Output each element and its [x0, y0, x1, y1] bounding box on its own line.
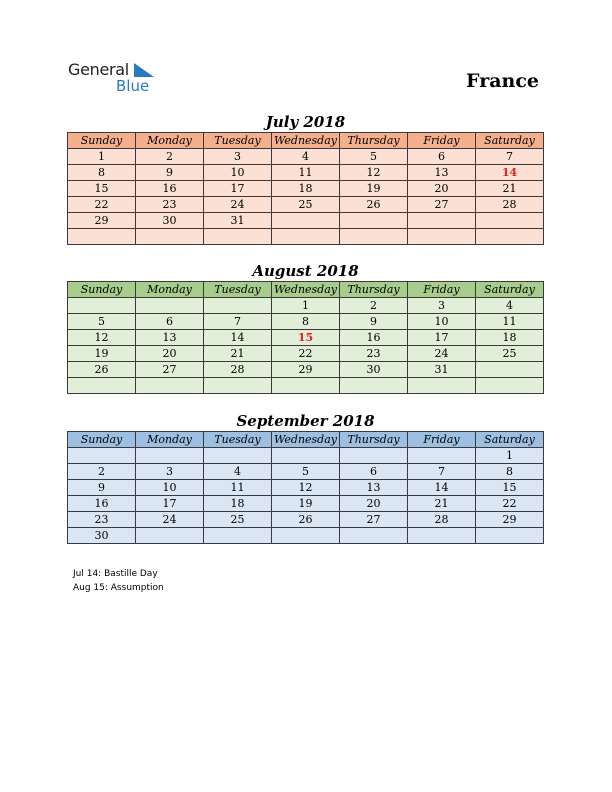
week-row: [68, 197, 544, 213]
week-row: [68, 314, 544, 330]
week-row: [68, 298, 544, 314]
day-cell: 22: [476, 496, 544, 512]
day-cell: 17: [408, 330, 476, 346]
day-cell: 31: [408, 362, 476, 378]
weekday-header: Saturday: [476, 133, 544, 149]
day-cell: 12: [68, 330, 136, 346]
day-cell: 7: [408, 464, 476, 480]
month-title: July 2018: [265, 113, 346, 131]
day-cell: 4: [204, 464, 272, 480]
day-cell: 31: [204, 213, 272, 229]
day-cell: 5: [68, 314, 136, 330]
day-cell: [272, 448, 340, 464]
day-cell: 21: [408, 496, 476, 512]
day-cell: 6: [136, 314, 204, 330]
weekday-header: Saturday: [476, 432, 544, 448]
day-cell: 16: [136, 181, 204, 197]
day-cell: 17: [204, 181, 272, 197]
day-cell: 24: [204, 197, 272, 213]
weekday-header: Tuesday: [204, 432, 272, 448]
day-cell: 23: [340, 346, 408, 362]
day-cell: 15: [476, 480, 544, 496]
week-row: [68, 464, 544, 480]
month-title: August 2018: [252, 262, 359, 280]
day-cell: 9: [68, 480, 136, 496]
day-cell: 11: [272, 165, 340, 181]
month-table: [67, 132, 544, 245]
day-cell: [68, 448, 136, 464]
day-cell: 19: [68, 346, 136, 362]
country-title: France: [466, 70, 539, 92]
day-cell: [68, 378, 136, 394]
logo-general-text: General: [68, 60, 129, 79]
week-row: [68, 229, 544, 245]
day-cell: 29: [68, 213, 136, 229]
day-cell: 20: [408, 181, 476, 197]
day-cell: 27: [340, 512, 408, 528]
day-cell: 16: [340, 330, 408, 346]
day-cell: 30: [68, 528, 136, 544]
day-cell: [476, 229, 544, 245]
weekday-header: Sunday: [68, 133, 136, 149]
calendar-august: [67, 261, 544, 394]
week-row: [68, 362, 544, 378]
weekday-header-row: [68, 282, 544, 298]
day-cell: [340, 213, 408, 229]
day-cell: 6: [340, 464, 408, 480]
day-cell: [68, 298, 136, 314]
day-cell: 11: [476, 314, 544, 330]
weekday-header: Monday: [136, 282, 204, 298]
day-cell: 12: [340, 165, 408, 181]
day-cell: 7: [204, 314, 272, 330]
day-cell: 19: [272, 496, 340, 512]
month-title: September 2018: [236, 412, 375, 430]
logo-triangle-icon: [134, 63, 154, 77]
day-cell: [272, 213, 340, 229]
week-row: [68, 528, 544, 544]
day-cell: 18: [204, 496, 272, 512]
day-cell: 8: [476, 464, 544, 480]
day-cell: [272, 528, 340, 544]
day-cell: 5: [272, 464, 340, 480]
day-cell: [136, 298, 204, 314]
weekday-header: Thursday: [340, 282, 408, 298]
day-cell: [340, 448, 408, 464]
day-cell: [408, 448, 476, 464]
day-cell: 2: [136, 149, 204, 165]
day-cell: 2: [340, 298, 408, 314]
day-cell: 3: [408, 298, 476, 314]
day-cell: 20: [340, 496, 408, 512]
day-cell: 6: [408, 149, 476, 165]
week-row: [68, 213, 544, 229]
week-row: [68, 378, 544, 394]
day-cell: 5: [340, 149, 408, 165]
day-cell: [476, 378, 544, 394]
day-cell: [204, 528, 272, 544]
day-cell: 13: [340, 480, 408, 496]
day-cell: [204, 378, 272, 394]
day-cell: 22: [68, 197, 136, 213]
day-cell: 3: [136, 464, 204, 480]
holiday-note: Jul 14: Bastille Day: [73, 569, 158, 579]
day-cell: 11: [204, 480, 272, 496]
day-cell: 25: [272, 197, 340, 213]
weekday-header: Wednesday: [272, 133, 340, 149]
weekday-header: Wednesday: [272, 432, 340, 448]
day-cell: 28: [204, 362, 272, 378]
weekday-header: Thursday: [340, 133, 408, 149]
weekday-header: Tuesday: [204, 133, 272, 149]
day-cell: 13: [408, 165, 476, 181]
day-cell: 10: [408, 314, 476, 330]
day-cell: 24: [408, 346, 476, 362]
day-cell: 24: [136, 512, 204, 528]
day-cell: [408, 213, 476, 229]
day-cell: [68, 229, 136, 245]
day-cell: 22: [272, 346, 340, 362]
day-cell: 21: [204, 346, 272, 362]
week-row: [68, 181, 544, 197]
day-cell: 26: [272, 512, 340, 528]
day-cell: 14: [476, 165, 544, 181]
day-cell: 7: [476, 149, 544, 165]
week-row: [68, 346, 544, 362]
day-cell: 1: [68, 149, 136, 165]
weekday-header: Sunday: [68, 432, 136, 448]
day-cell: 18: [476, 330, 544, 346]
day-cell: [136, 229, 204, 245]
week-row: [68, 149, 544, 165]
week-row: [68, 512, 544, 528]
day-cell: 2: [68, 464, 136, 480]
day-cell: [136, 448, 204, 464]
month-table: [67, 281, 544, 394]
weekday-header: Thursday: [340, 432, 408, 448]
week-row: [68, 496, 544, 512]
day-cell: 27: [136, 362, 204, 378]
weekday-header: Friday: [408, 133, 476, 149]
day-cell: 9: [340, 314, 408, 330]
day-cell: [204, 298, 272, 314]
day-cell: 28: [476, 197, 544, 213]
weekday-header: Friday: [408, 282, 476, 298]
day-cell: [340, 378, 408, 394]
day-cell: 29: [476, 512, 544, 528]
day-cell: [408, 378, 476, 394]
logo: [68, 60, 168, 96]
holiday-notes: [73, 567, 164, 595]
day-cell: 9: [136, 165, 204, 181]
weekday-header: Friday: [408, 432, 476, 448]
day-cell: [204, 229, 272, 245]
holiday-note: Aug 15: Assumption: [73, 583, 164, 593]
day-cell: 12: [272, 480, 340, 496]
weekday-header-row: [68, 133, 544, 149]
day-cell: 27: [408, 197, 476, 213]
day-cell: 10: [204, 165, 272, 181]
day-cell: 13: [136, 330, 204, 346]
day-cell: 1: [272, 298, 340, 314]
day-cell: 26: [340, 197, 408, 213]
weekday-header-row: [68, 432, 544, 448]
day-cell: [476, 213, 544, 229]
day-cell: 10: [136, 480, 204, 496]
calendar-september: [67, 411, 544, 544]
month-table: [67, 431, 544, 544]
day-cell: [408, 229, 476, 245]
day-cell: [136, 528, 204, 544]
day-cell: 16: [68, 496, 136, 512]
week-row: [68, 165, 544, 181]
day-cell: 23: [136, 197, 204, 213]
day-cell: 30: [340, 362, 408, 378]
day-cell: 15: [68, 181, 136, 197]
day-cell: 30: [136, 213, 204, 229]
day-cell: [408, 528, 476, 544]
day-cell: 14: [204, 330, 272, 346]
day-cell: 18: [272, 181, 340, 197]
day-cell: [136, 378, 204, 394]
day-cell: 19: [340, 181, 408, 197]
day-cell: 8: [272, 314, 340, 330]
weekday-header: Monday: [136, 133, 204, 149]
day-cell: [476, 362, 544, 378]
day-cell: [340, 229, 408, 245]
day-cell: [204, 448, 272, 464]
week-row: [68, 330, 544, 346]
day-cell: 25: [476, 346, 544, 362]
day-cell: [476, 528, 544, 544]
weekday-header: Saturday: [476, 282, 544, 298]
day-cell: 15: [272, 330, 340, 346]
day-cell: 26: [68, 362, 136, 378]
day-cell: [272, 229, 340, 245]
weekday-header: Tuesday: [204, 282, 272, 298]
weekday-header: Wednesday: [272, 282, 340, 298]
day-cell: [340, 528, 408, 544]
week-row: [68, 448, 544, 464]
weekday-header: Monday: [136, 432, 204, 448]
day-cell: 29: [272, 362, 340, 378]
calendar-july: [67, 112, 544, 245]
weekday-header: Sunday: [68, 282, 136, 298]
day-cell: 4: [476, 298, 544, 314]
day-cell: 20: [136, 346, 204, 362]
day-cell: 25: [204, 512, 272, 528]
day-cell: 28: [408, 512, 476, 528]
day-cell: 3: [204, 149, 272, 165]
day-cell: 17: [136, 496, 204, 512]
week-row: [68, 480, 544, 496]
day-cell: 8: [68, 165, 136, 181]
day-cell: 1: [476, 448, 544, 464]
day-cell: [272, 378, 340, 394]
day-cell: 23: [68, 512, 136, 528]
day-cell: 14: [408, 480, 476, 496]
logo-blue-text: Blue: [116, 77, 150, 95]
day-cell: 4: [272, 149, 340, 165]
day-cell: 21: [476, 181, 544, 197]
